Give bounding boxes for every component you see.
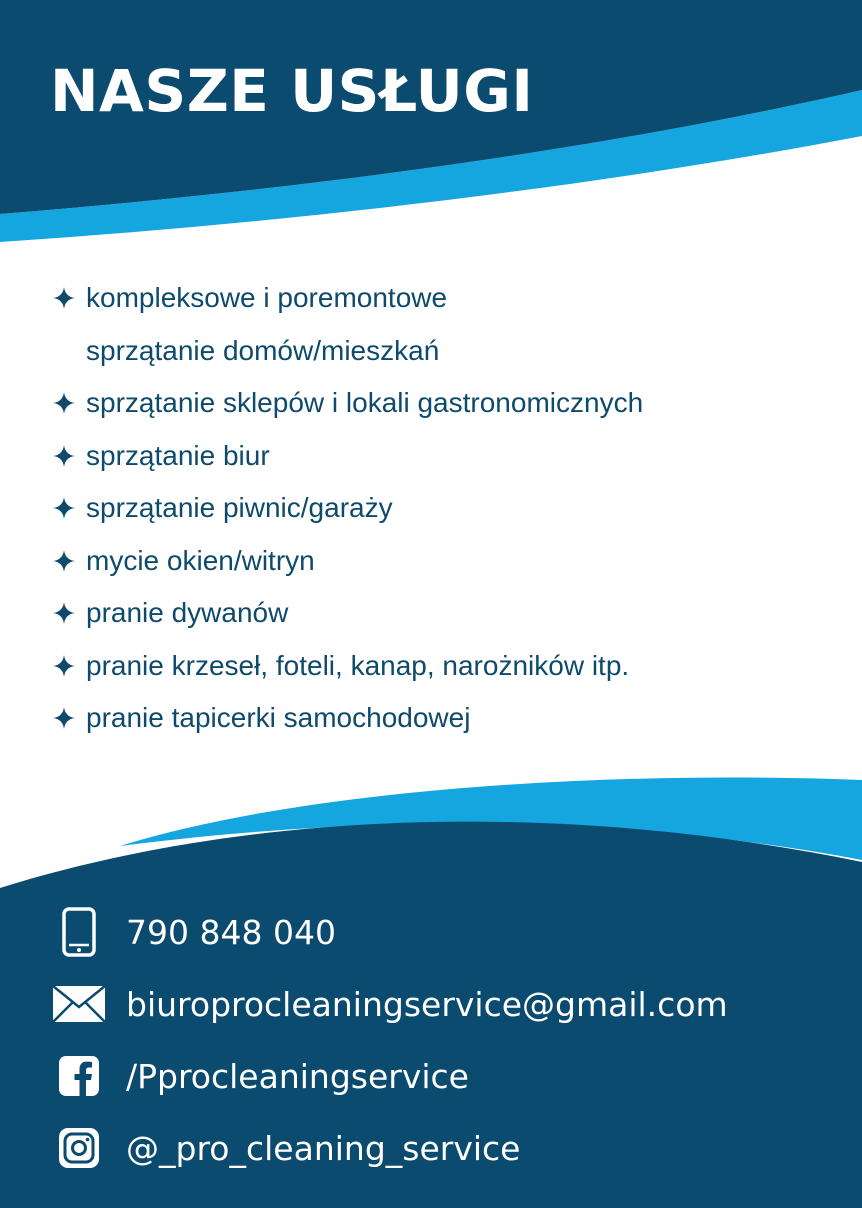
- service-text: sprzątanie domów/mieszkań: [86, 334, 440, 366]
- service-item: [52, 272, 842, 377]
- phone-number: 790 848 040: [126, 912, 336, 952]
- service-text: pranie krzeseł, foteli, kanap, narożników itp.: [86, 649, 630, 681]
- star-bullet-icon: [52, 549, 76, 573]
- service-text: pranie tapicerki samochodowej: [86, 702, 471, 733]
- service-item: [52, 692, 842, 745]
- service-item: [52, 587, 842, 640]
- service-text: kompleksowe i poremontowe: [86, 282, 448, 313]
- contact-instagram[interactable]: [52, 1112, 842, 1184]
- service-text: sprzątanie biur: [86, 439, 270, 471]
- instagram-icon: [52, 1121, 106, 1175]
- star-bullet-icon: [52, 496, 76, 520]
- star-bullet-icon: [52, 601, 76, 625]
- service-text: sprzątanie sklepów i lokali gastronomicznych: [86, 387, 644, 418]
- contact-facebook[interactable]: [52, 1040, 842, 1112]
- service-item: [52, 430, 842, 483]
- contact-list: [52, 896, 842, 1184]
- service-item: [52, 377, 842, 430]
- page-title: NASZE USŁUGI: [50, 57, 534, 125]
- email-address: biuroprocleaningservice@gmail.com: [126, 984, 728, 1024]
- facebook-icon: [52, 1049, 106, 1103]
- contact-phone[interactable]: [52, 896, 842, 968]
- services-list: [52, 272, 842, 745]
- contact-email[interactable]: [52, 968, 842, 1040]
- star-bullet-icon: [52, 706, 76, 730]
- service-item: [52, 640, 842, 693]
- envelope-icon: [52, 977, 106, 1031]
- service-item: [52, 482, 842, 535]
- star-bullet-icon: [52, 654, 76, 678]
- star-bullet-icon: [52, 444, 76, 468]
- star-bullet-icon: [52, 286, 76, 310]
- facebook-handle: /Pprocleaningservice: [126, 1056, 469, 1096]
- service-text: pranie dywanów: [86, 597, 289, 628]
- phone-icon: [52, 905, 106, 959]
- star-bullet-icon: [52, 391, 76, 415]
- service-text: sprzątanie piwnic/garaży: [86, 492, 393, 523]
- service-item: [52, 535, 842, 588]
- service-text: mycie okien/witryn: [86, 544, 315, 576]
- instagram-handle: @_pro_cleaning_service: [126, 1128, 521, 1168]
